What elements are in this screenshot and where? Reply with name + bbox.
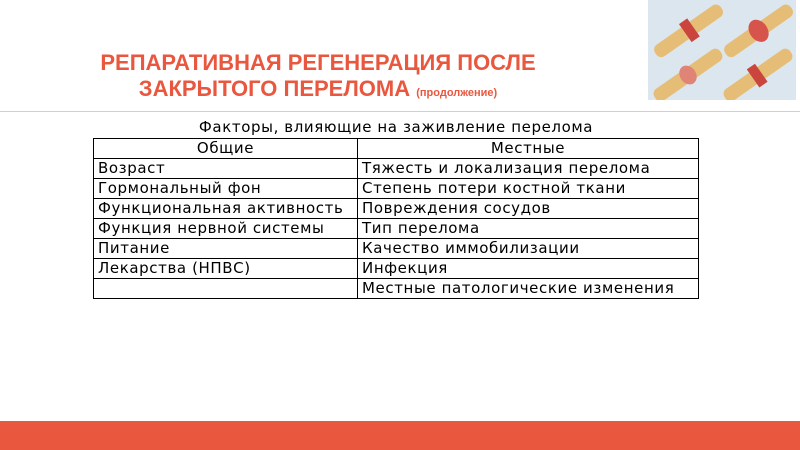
cell-local: Повреждения сосудов <box>358 199 699 219</box>
healing-factors-table <box>93 118 699 299</box>
cell-general: Возраст <box>94 159 358 179</box>
title-line-2: ЗАКРЫТОГО ПЕРЕЛОМА <box>138 76 411 101</box>
table-row <box>94 179 699 199</box>
divider-line <box>0 111 800 112</box>
cell-general: Функциональная активность <box>94 199 358 219</box>
cell-local: Инфекция <box>358 259 699 279</box>
cell-local: Тип перелома <box>358 219 699 239</box>
slide-title <box>38 50 598 106</box>
title-suffix: (продолжение) <box>416 87 498 99</box>
cell-local: Тяжесть и локализация перелома <box>358 159 699 179</box>
bone-fracture-illustration <box>648 0 796 100</box>
cell-local: Местные патологические изменения <box>358 279 699 299</box>
title-line-1: РЕПАРАТИВНАЯ РЕГЕНЕРАЦИЯ ПОСЛЕ <box>100 50 536 75</box>
cell-general: Лекарства (НПВС) <box>94 259 358 279</box>
cell-general: Функция нервной системы <box>94 219 358 239</box>
cell-general <box>94 279 358 299</box>
table-row <box>94 199 699 219</box>
cell-general: Гормональный фон <box>94 179 358 199</box>
header-general: Общие <box>94 139 358 159</box>
cell-local: Качество иммобилизации <box>358 239 699 259</box>
cell-general: Питание <box>94 239 358 259</box>
table-row <box>94 239 699 259</box>
table-caption: Факторы, влияющие на заживление перелома <box>198 118 594 136</box>
table-row <box>94 219 699 239</box>
cell-local: Степень потери костной ткани <box>358 179 699 199</box>
table-row <box>94 279 699 299</box>
header-local: Местные <box>358 139 699 159</box>
table-row <box>94 159 699 179</box>
footer-accent-bar <box>0 421 800 450</box>
table-row <box>94 259 699 279</box>
